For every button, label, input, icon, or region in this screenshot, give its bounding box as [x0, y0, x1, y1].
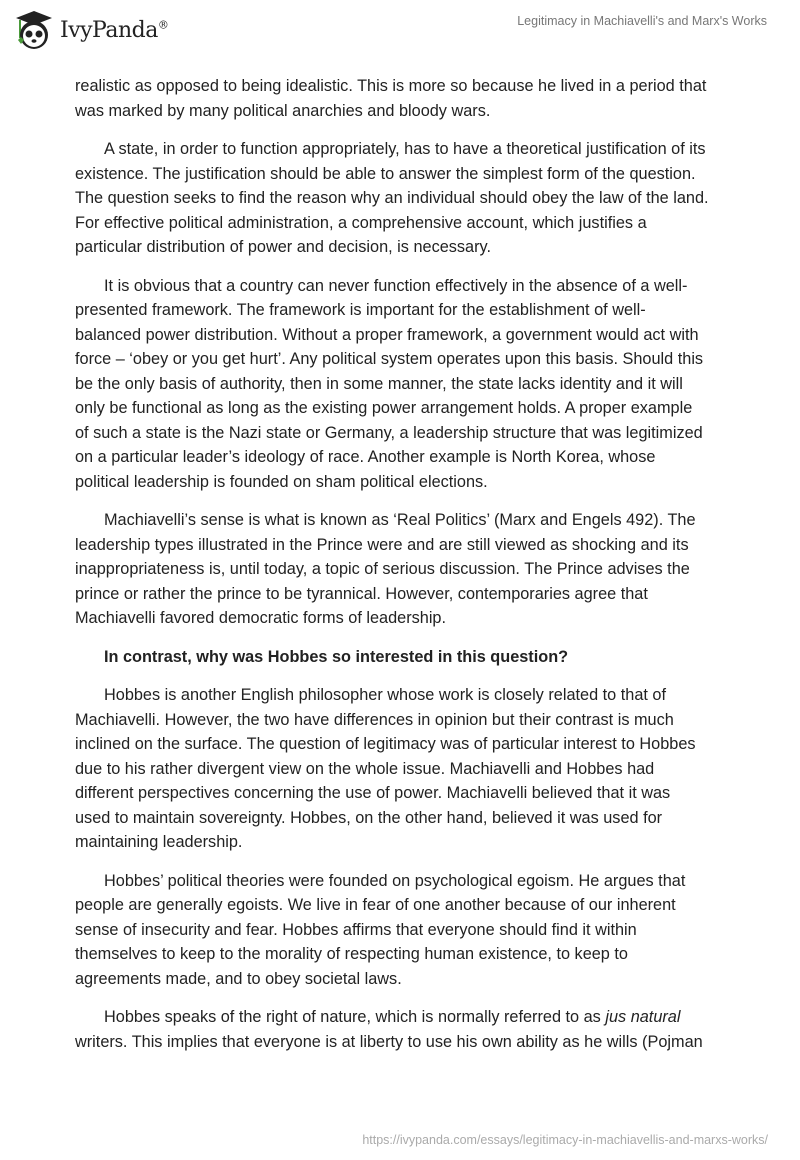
- paragraph-line: existence. The justification should be able to answer the simplest form of the question.: [75, 164, 696, 183]
- registered-mark: ®: [157, 18, 169, 32]
- document-title: Legitimacy in Machiavelli's and Marx's Works: [517, 14, 767, 28]
- paragraph-line: leadership types illustrated in the Prince were and are still viewed as shocking and its: [75, 535, 689, 554]
- source-url[interactable]: https://ivypanda.com/essays/legitimacy-in-machiavellis-and-marxs-works/: [362, 1133, 768, 1147]
- paragraph-line: balanced power distribution. Without a proper framework, a government would act with: [75, 325, 699, 344]
- paragraph-line: only be functional as long as the existing power arrangement holds. A proper example: [75, 399, 693, 417]
- essay-body: [75, 74, 735, 1068]
- paragraph-line: on a particular leader’s ideology of race. Another example is North Korea, whose: [75, 448, 656, 466]
- paragraph-line: themselves to keep to the morality of respecting human existence, to keep to: [75, 945, 628, 963]
- panda-logo-icon: [12, 8, 56, 52]
- paragraph-line: agreements made, and to obey societal laws.: [75, 969, 402, 988]
- paragraph-line: realistic as opposed to being idealistic. This is more so because he lived in a period that: [75, 77, 707, 95]
- paragraph: [75, 137, 735, 260]
- paragraph-line: Hobbes’ political theories were founded on psychological egoism. He argues that: [104, 871, 686, 890]
- paragraph-line: due to his rather divergent view on the whole issue. Machiavelli and Hobbes had: [75, 759, 655, 778]
- ivypanda-logo[interactable]: [12, 8, 168, 52]
- paragraph-line: Machiavelli favored democratic forms of leadership.: [75, 609, 447, 627]
- paragraph-line: A state, in order to function appropriately, has to have a theoretical justification of its: [104, 140, 706, 158]
- paragraph-line: inappropriateness is, until today, a topic of serious discussion. The Prince advises the: [75, 560, 690, 578]
- paragraph-line: It is obvious that a country can never function effectively in the absence of a well-: [104, 276, 688, 295]
- page-header: [0, 0, 800, 60]
- paragraph-line: writers. This implies that everyone is at liberty to use his own ability as he wills (Pojman: [75, 1032, 703, 1051]
- paragraph: [75, 74, 735, 123]
- paragraph-line: force – ‘obey or you get hurt’. Any political system operates upon this basis. Should this: [75, 350, 704, 368]
- text: Hobbes speaks of the right of nature, which is normally referred to as: [104, 1008, 606, 1026]
- paragraph-line: particular distribution of power and decision, is necessary.: [75, 238, 491, 256]
- paragraph-line: presented framework. The framework is important for the establishment of well-: [75, 301, 646, 319]
- paragraph-line: political leadership is founded on sham political elections.: [75, 472, 488, 491]
- emphasis-text: jus natural: [605, 1008, 681, 1026]
- paragraph-line: used to maintain sovereignty. Hobbes, on the other hand, believed it was used for: [75, 808, 663, 827]
- paragraph: [75, 683, 735, 855]
- paragraph: [75, 1005, 735, 1054]
- paragraph: [75, 869, 735, 992]
- paragraph: [75, 508, 735, 631]
- paragraph-line: For effective political administration, a comprehensive account, which justifies a: [75, 213, 647, 232]
- paragraph-line: was marked by many political anarchies and bloody wars.: [75, 101, 491, 120]
- section-heading: In contrast, why was Hobbes so interested in this question?: [104, 647, 569, 666]
- paragraph-line: [75, 1005, 735, 1030]
- paragraph-line: people are generally egoists. We live in fear of one another because of our inherent: [75, 896, 676, 914]
- paragraph-line: sense of insecurity and fear. Hobbes affirms that everyone should find it within: [75, 920, 637, 939]
- brand-name: IvyPanda: [60, 17, 158, 43]
- paragraph-line: The question seeks to find the reason why an individual should obey the law of the land.: [75, 189, 709, 207]
- paragraph-line: prince or rather the prince to be tyrannical. However, contemporaries agree that: [75, 584, 648, 603]
- paragraph-line: Machiavelli. However, the two have differences in opinion but their contrast is much: [75, 710, 674, 729]
- paragraph-line: of such a state is the Nazi state or Germany, a leadership structure that was legitimized: [75, 423, 703, 442]
- paragraph-line: Hobbes is another English philosopher whose work is closely related to that of: [104, 686, 667, 704]
- paragraph-line: different perspectives concerning the use of power. Machiavelli believed that it was: [75, 784, 671, 802]
- paragraph-line: be the only basis of authority, then in some manner, the state lacks identity and it will: [75, 374, 683, 393]
- paragraph-line: inclined on the surface. The question of legitimacy was of particular interest to Hobbes: [75, 735, 696, 753]
- paragraph-line: maintaining leadership.: [75, 833, 243, 851]
- paragraph: [75, 274, 735, 495]
- paragraph-line: Machiavelli’s sense is what is known as ‘Real Politics’ (Marx and Engels 492). The: [104, 511, 696, 529]
